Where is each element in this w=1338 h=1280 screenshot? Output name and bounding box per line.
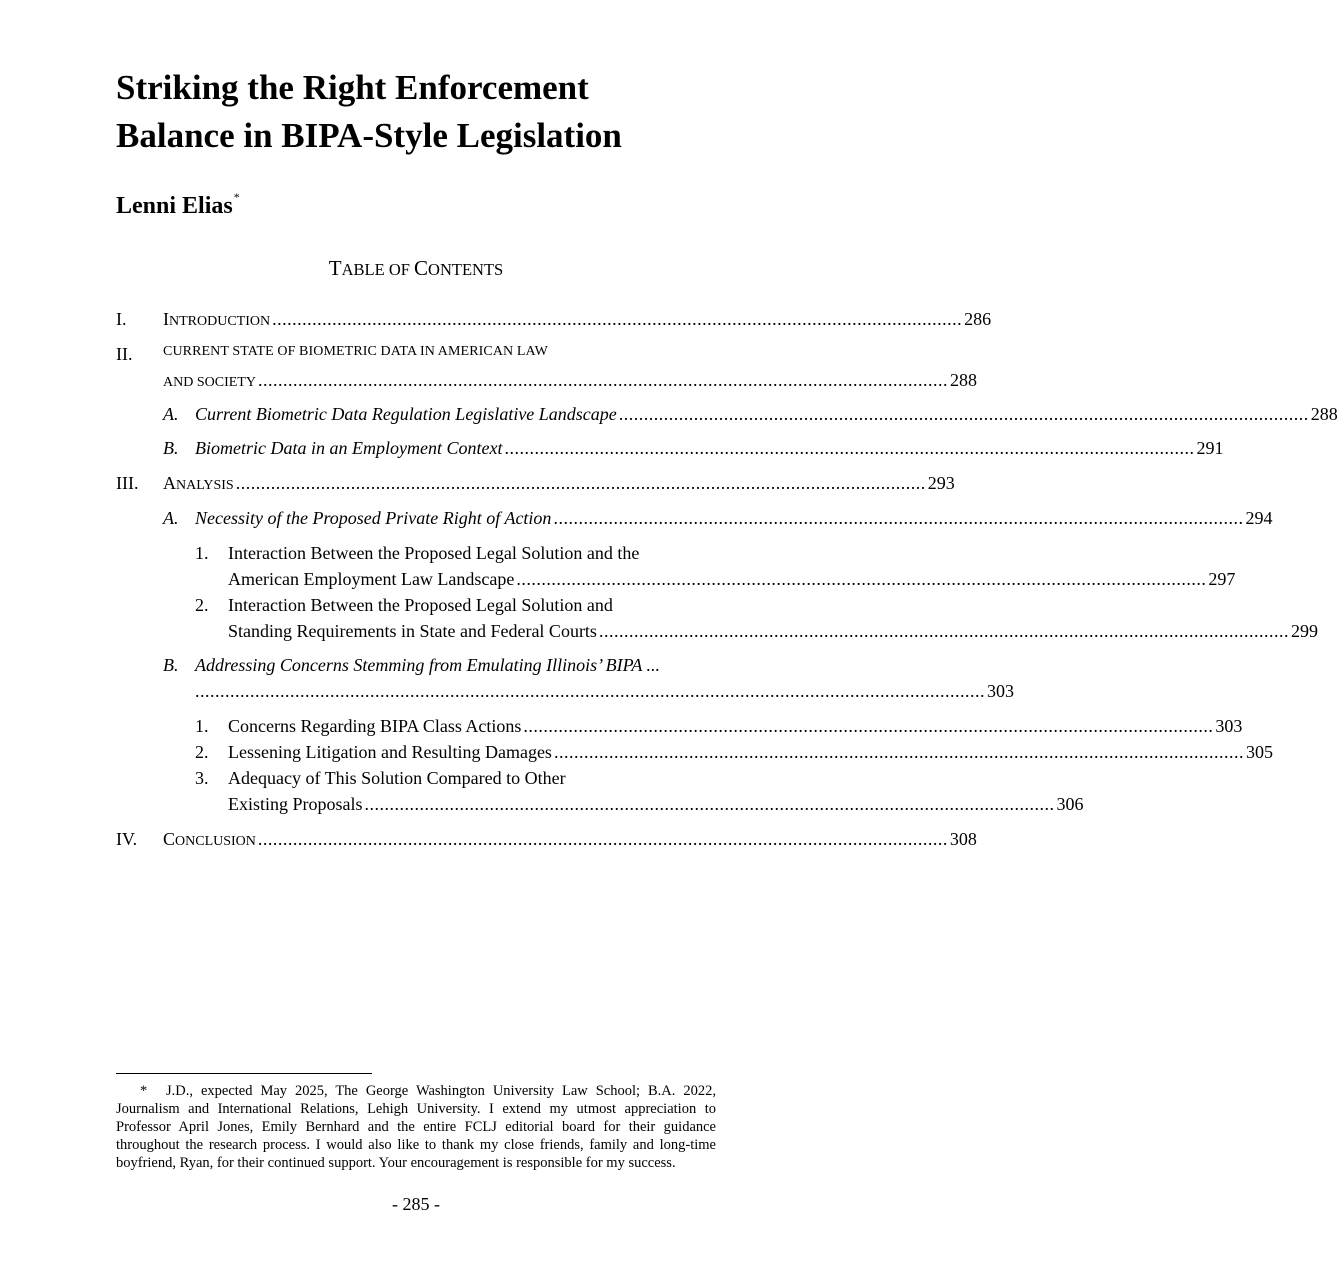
toc-page-number: 291 (1196, 438, 1224, 458)
toc-page-number: 303 (1215, 716, 1243, 736)
toc-subnumber: 2. (195, 595, 209, 615)
toc-line (228, 742, 1273, 763)
toc-line-1 (195, 655, 708, 676)
toc-page-number: 293 (927, 473, 955, 493)
toc-subnumber: 3. (195, 768, 209, 788)
toc-line-2 (228, 794, 1084, 815)
toc-entry-title-line-2: AND SOCIETY (163, 375, 256, 390)
toc-entry-title: Current Biometric Data Regulation Legislative Landscape (195, 404, 617, 424)
toc-subnumber: 1. (195, 716, 209, 736)
footnote (116, 1082, 716, 1172)
dot-leader: .......................................................................................................................................... (504, 438, 1195, 458)
toc-entry-title-line-2: Existing Proposals (228, 794, 363, 814)
toc-page-number: 306 (1056, 794, 1084, 814)
toc-numeral: IV. (116, 829, 138, 849)
toc-entry-title-line-1: Interaction Between the Proposed Legal Solution and (228, 595, 613, 615)
toc-line (163, 309, 992, 330)
toc-line-2 (163, 370, 977, 391)
toc-numeral: I. (116, 309, 127, 329)
dot-leader: .......................................................................................................................................... (364, 794, 1055, 814)
toc-letter: A. (163, 404, 179, 424)
dot-leader: .......................................................................................................................................... (553, 742, 1244, 762)
toc-page-number: 286 (964, 309, 992, 329)
toc-heading-rest-2: ONTENTS (428, 260, 504, 279)
dot-leader: .......................................................................................................................................... (257, 370, 948, 390)
toc-subnumber: 1. (195, 543, 209, 563)
dot-leader: .......................................................................................................................................... (618, 404, 1309, 424)
toc-entry-title: Lessening Litigation and Resulting Damages (228, 742, 552, 762)
dot-leader: .......................................................................................................................................... (553, 508, 1244, 528)
author-text: Lenni Elias (116, 193, 233, 219)
toc-numeral: III. (116, 473, 139, 493)
footnote-text: J.D., expected May 2025, The George Washington University Law School; B.A. 2022, Journalism and International Relations, Lehigh University. I extend my utmost appreciation to Professor April Jones, Emily Bernhard and the entire FCLJ editorial board for their guidance throughout the research process. I would also like to thank my close friends, family and long-time boyfriend, Ryan, for their continued support. Your encouragement is responsible for my success. (116, 1083, 716, 1171)
toc-page-number: 305 (1245, 742, 1273, 762)
toc-line-2 (228, 621, 1318, 642)
dot-leader: .......................................................................................................................................... (272, 309, 963, 329)
toc-page-number: 303 (987, 681, 1014, 701)
toc-letter: A. (163, 508, 179, 528)
toc-page-number: 299 (1290, 621, 1318, 641)
toc-entry-title: Necessity of the Proposed Private Right of Action (195, 508, 552, 528)
toc-line-2 (228, 569, 1236, 590)
toc-page-number: 288 (949, 370, 977, 390)
toc-page-number: 308 (949, 829, 977, 849)
toc-subnumber: 2. (195, 742, 209, 762)
toc-page-number: 294 (1245, 508, 1273, 528)
toc-line-2 (195, 681, 1014, 702)
dot-leader: .......................................................................................................................................... (523, 716, 1214, 736)
sc-rest: ONCLUSION (175, 834, 256, 849)
toc-page-number: 297 (1208, 569, 1236, 589)
article-title (116, 64, 756, 160)
page-number: - 285 - (392, 1194, 440, 1214)
toc-entry-title: Biometric Data in an Employment Context (195, 438, 503, 458)
toc-entry-title: Concerns Regarding BIPA Class Actions (228, 716, 522, 736)
toc-entry-title-line-2: American Employment Law Landscape (228, 569, 515, 589)
toc-line-1 (228, 595, 708, 616)
dot-leader: .......................................................................................................................................... (598, 621, 1289, 641)
toc-line-1 (228, 768, 708, 789)
author-footnote-mark: * (233, 190, 240, 204)
sc-rest: NALYSIS (176, 478, 234, 493)
sc-cap: C (163, 829, 176, 849)
toc-line-1 (228, 543, 708, 564)
toc-heading-rest-1: ABLE OF (341, 260, 415, 279)
toc-line (195, 438, 1224, 459)
toc-heading-cap-1: T (328, 256, 342, 280)
toc-line (228, 716, 1243, 737)
title-line-2: Balance in BIPA-Style Legislation (116, 116, 622, 155)
footnote-divider (116, 1073, 372, 1074)
toc-line (163, 829, 977, 850)
toc-entry-title-line-2: Standing Requirements in State and Federal Courts (228, 621, 597, 641)
sc-cap: A (163, 473, 176, 493)
footnote-mark: * (140, 1083, 148, 1099)
toc-line (195, 404, 1338, 425)
toc-entry-title (163, 829, 256, 850)
toc-entry-title-line-1: CURRENT STATE OF BIOMETRIC DATA IN AMERICAN LAW (163, 344, 548, 359)
toc-heading (0, 256, 832, 281)
dot-leader: .......................................................................................................................................... (235, 473, 926, 493)
toc-letter: B. (163, 655, 179, 675)
dot-leader: .............................................................................................................................................................. (195, 681, 985, 701)
author-name (116, 190, 240, 220)
toc-entry-title (163, 473, 234, 494)
toc-line-1 (163, 344, 708, 360)
toc-line (163, 473, 955, 494)
sc-rest: NTRODUCTION (169, 314, 271, 329)
title-line-1: Striking the Right Enforcement (116, 68, 589, 107)
toc-heading-cap-2: C (414, 256, 429, 280)
toc-numeral: II. (116, 344, 133, 364)
toc-letter: B. (163, 438, 179, 458)
toc-entry-title: Addressing Concerns Stemming from Emulating Illinois’ BIPA ... (195, 655, 660, 675)
toc-entry-title-line-1: Interaction Between the Proposed Legal Solution and the (228, 543, 640, 563)
toc-entry-title-line-1: Adequacy of This Solution Compared to Other (228, 768, 566, 788)
toc-entry-title (163, 309, 270, 330)
sc-cap: I (163, 309, 169, 329)
toc-line (195, 508, 1273, 529)
dot-leader: .......................................................................................................................................... (516, 569, 1207, 589)
toc-page-number: 288 (1310, 404, 1338, 424)
dot-leader: .......................................................................................................................................... (257, 829, 948, 849)
